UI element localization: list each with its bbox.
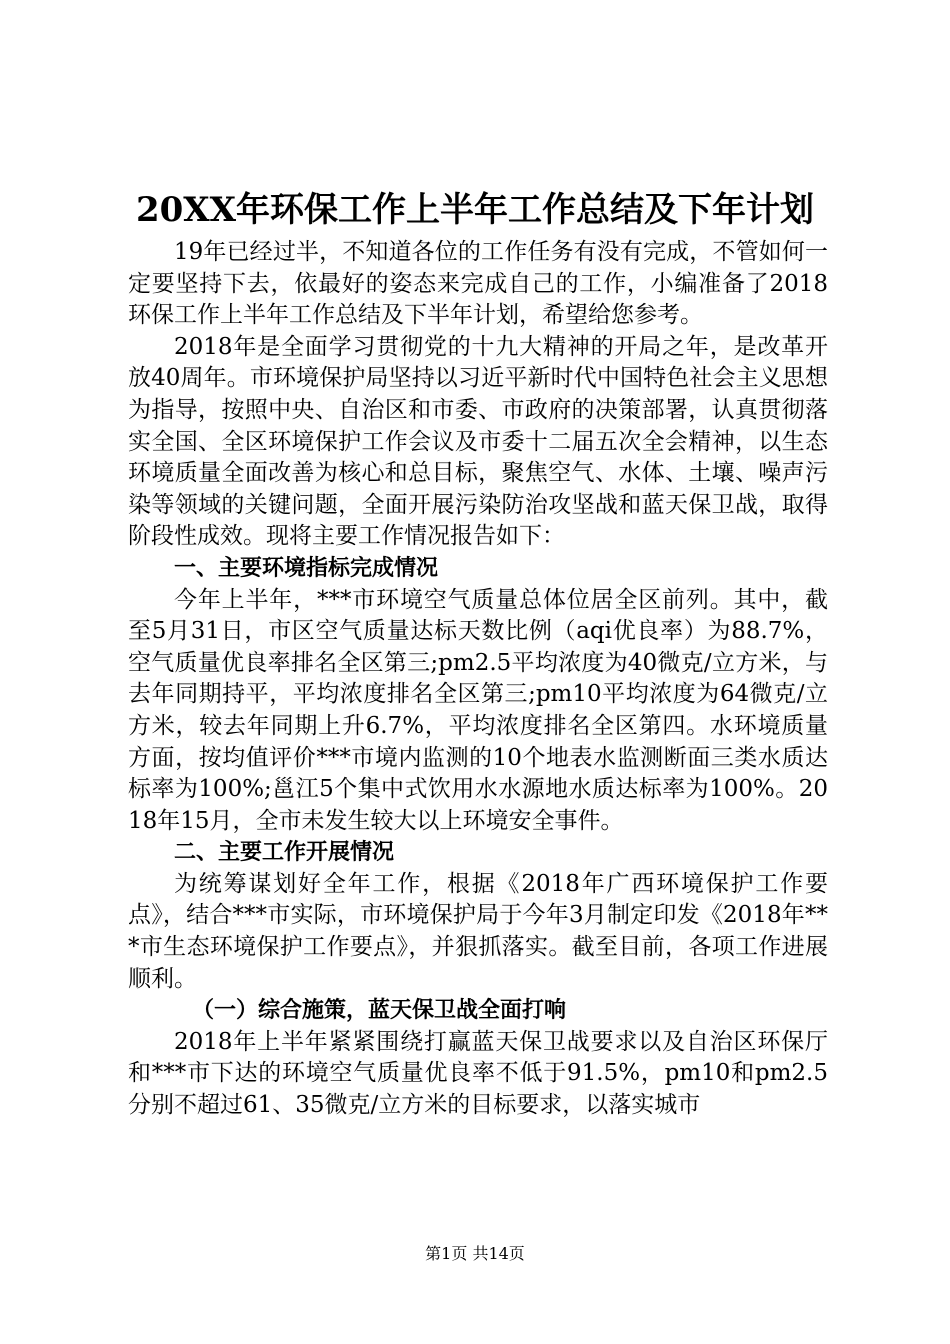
page-footer: 第1页 共14页 [425, 1244, 525, 1263]
subsection-heading-blue-sky: （一）综合施策，蓝天保卫战全面打响 [192, 998, 567, 1024]
indicators-paragraph: 今年上半年，***市环境空气质量总体位居全区前列。其中，截至5月31日，市区空气质量达标天数比例（aqi优良率）为88.7%，空气质量优良率排名全区第三;pm2.5平均浓度为40微克/立方米，与去年同期持平，平均浓度排名全区第三;pm10平均浓度为64微克/立方米，较去年同期上升6.7%，平均浓度排名全区第四。水环境质量方面，按均值评价***市境内监测的10个地表水监测断面三类水质达标率为100%;邕江5个集中式饮用水水源地水质达标率为100%。2018年15月，全市未发生较大以上环境安全事件。 [128, 586, 828, 834]
intro-paragraph: 19年已经过半，不知道各位的工作任务有没有完成，不管如何一定要坚持下去，依最好的姿态来完成自己的工作，小编准备了2018环保工作上半年工作总结及下半年计划，希望给您参考。 [128, 239, 828, 329]
document-title: 20XX年环保工作上半年工作总结及下年计划 [135, 190, 815, 230]
blue-sky-paragraph: 2018年上半年紧紧围绕打赢蓝天保卫战要求以及自治区环保厅和***市下达的环境空气质量优良率不低于91.5%，pm10和pm2.5分别不超过61、35微克/立方米的目标要求，以落实城市 [128, 1028, 828, 1119]
overview-paragraph: 2018年是全面学习贯彻党的十九大精神的开局之年，是改革开放40周年。市环境保护局坚持以习近平新时代中国特色社会主义思想为指导，按照中央、自治区和市委、市政府的决策部署，认真贯彻落实全国、全区环境保护工作会议及市委十二届五次全会精神，以生态环境质量全面改善为核心和总目标，聚焦空气、水体、土壤、噪声污染等领域的关键问题，全面开展污染防治攻坚战和蓝天保卫战，取得阶段性成效。现将主要工作情况报告如下： [128, 333, 828, 550]
work-paragraph: 为统筹谋划好全年工作，根据《2018年广西环境保护工作要点》，结合***市实际，市环境保护局于今年3月制定印发《2018年***市生态环境保护工作要点》，并狠抓落实。截至目前，各项工作进展顺利。 [128, 870, 828, 992]
section-heading-work: 二、主要工作开展情况 [174, 840, 395, 866]
document-body [128, 237, 828, 1122]
section-heading-indicators: 一、主要环境指标完成情况 [174, 555, 439, 581]
